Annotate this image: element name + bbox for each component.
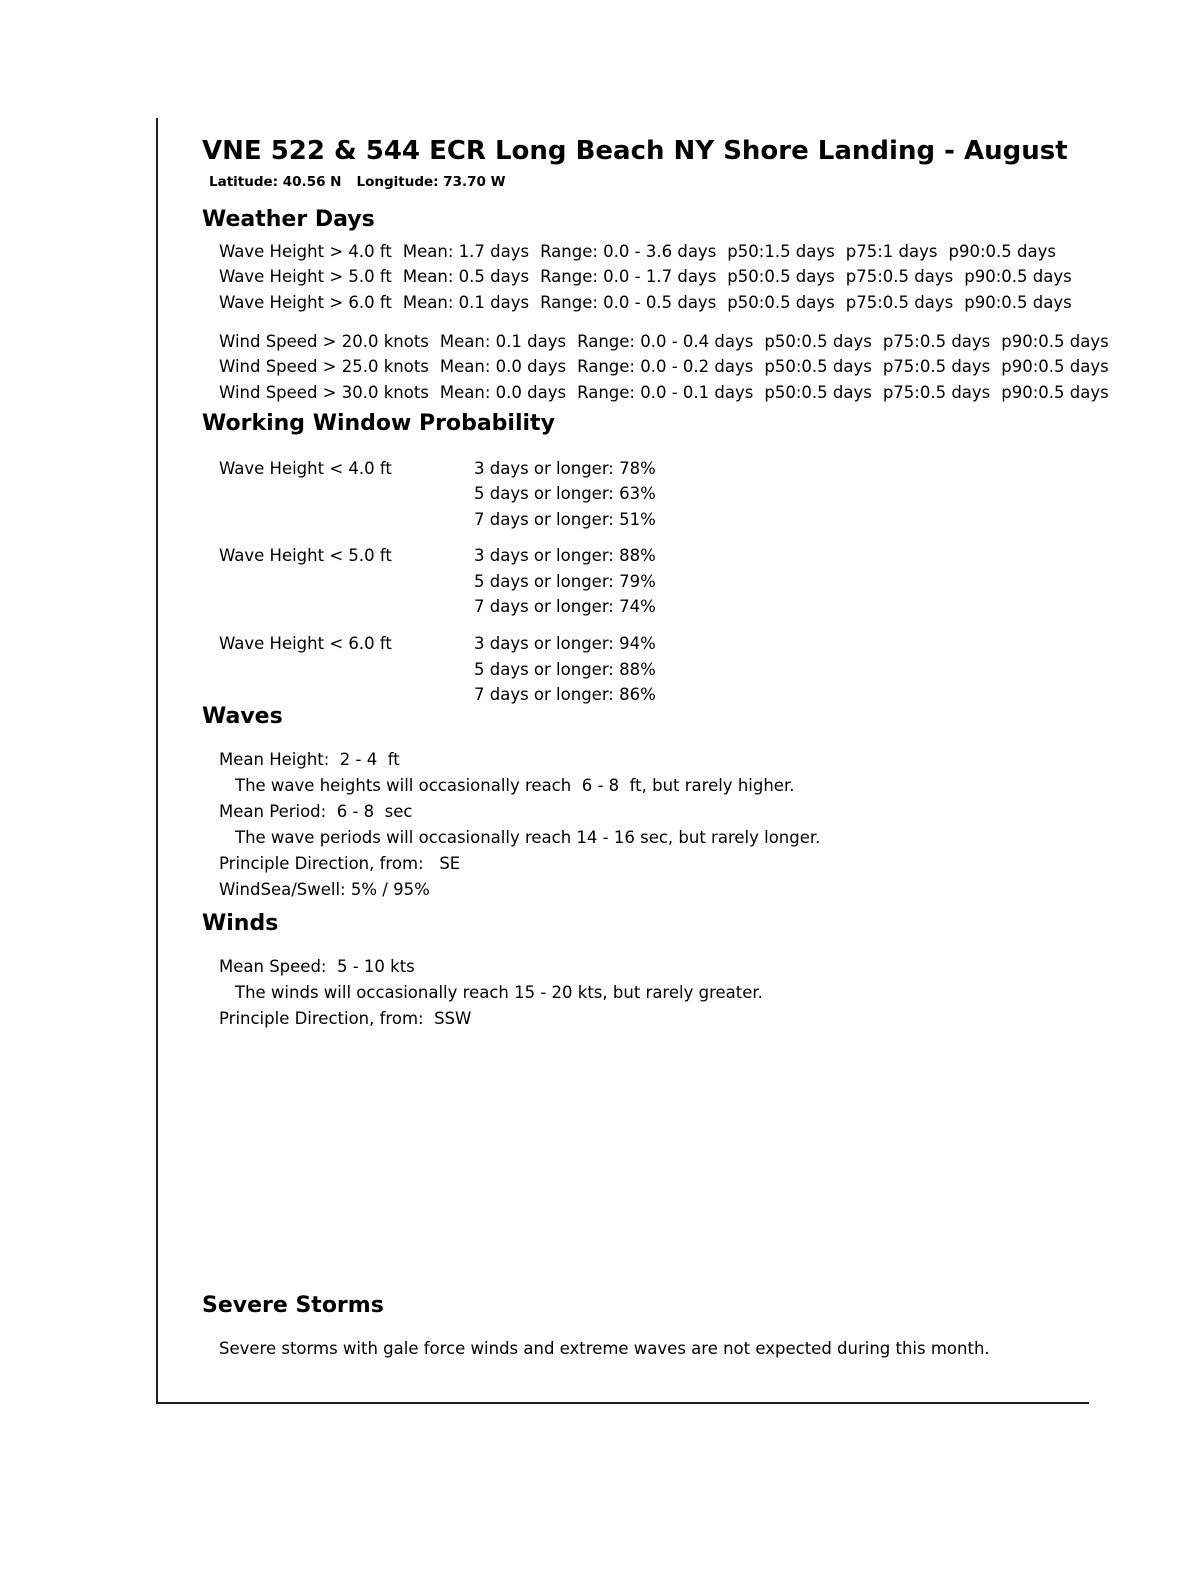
condition-label: Wind Speed > 30.0 knots: [219, 382, 429, 402]
mean-period-line: Mean Period: 6 - 8 sec: [219, 801, 413, 821]
p90-value: p90:0.5 days: [1001, 357, 1109, 376]
probability-values: [474, 456, 656, 533]
working-window-groups: [219, 456, 656, 708]
p50-value: p50:0.5 days: [727, 267, 835, 286]
p50-value: p50:0.5 days: [727, 292, 835, 312]
p75-value: p75:0.5 days: [882, 357, 991, 376]
mean-value: Mean: 0.1 days: [402, 292, 530, 312]
table-row: [219, 239, 1109, 265]
condition-label: Wave Height > 5.0 ft: [219, 267, 392, 286]
p90-value: p90:0.5 days: [948, 241, 1056, 261]
wind-speed-note: The winds will occasionally reach 15 - 20 kts, but rarely greater.: [235, 982, 763, 1002]
p90-value: p90:0.5 days: [1001, 331, 1109, 351]
severe-storms-details: [219, 1336, 990, 1362]
mean-speed-line: Mean Speed: 5 - 10 kts: [219, 956, 415, 976]
range-value: Range: 0.0 - 1.7 days: [540, 267, 717, 286]
probability-line: 3 days or longer: 94%: [474, 634, 656, 654]
range-value: Range: 0.0 - 0.2 days: [577, 357, 754, 376]
p50-value: p50:0.5 days: [764, 331, 872, 351]
mean-value: Mean: 1.7 days: [402, 241, 530, 261]
probability-line: 5 days or longer: 88%: [474, 659, 656, 679]
table-row: [219, 264, 1109, 290]
p90-value: p90:0.5 days: [1001, 382, 1109, 402]
probability-values: [474, 543, 656, 620]
p75-value: p75:0.5 days: [882, 382, 991, 402]
wind-speed-rows: [219, 329, 1109, 406]
winds-details: [219, 954, 763, 1032]
mean-value: Mean: 0.0 days: [439, 357, 567, 376]
section-weather-days: [202, 206, 1109, 405]
probability-line: 3 days or longer: 88%: [474, 546, 656, 566]
condition-label: Wave Height < 4.0 ft: [219, 458, 392, 478]
p90-value: p90:0.5 days: [964, 267, 1072, 286]
probability-line: 5 days or longer: 63%: [474, 484, 656, 504]
wave-direction-line: Principle Direction, from: SE: [219, 853, 461, 873]
severe-storms-heading: Severe Storms: [202, 1293, 384, 1318]
table-row: [219, 329, 1109, 355]
p50-value: p50:0.5 days: [764, 357, 872, 376]
p75-value: p75:1 days: [845, 241, 938, 261]
wave-period-note: The wave periods will occasionally reach 14 - 16 sec, but rarely longer.: [235, 827, 821, 847]
condition-label: Wave Height < 5.0 ft: [219, 546, 392, 566]
p75-value: p75:0.5 days: [845, 267, 954, 286]
p75-value: p75:0.5 days: [845, 292, 954, 312]
table-row: [219, 380, 1109, 406]
probability-line: 5 days or longer: 79%: [474, 571, 656, 591]
mean-height-line: Mean Height: 2 - 4 ft: [219, 749, 400, 769]
p50-value: p50:0.5 days: [764, 382, 872, 402]
range-value: Range: 0.0 - 0.4 days: [577, 331, 754, 351]
windsea-swell-line: WindSea/Swell: 5% / 95%: [219, 879, 430, 899]
section-waves: [202, 703, 820, 903]
condition-label: Wind Speed > 20.0 knots: [219, 331, 429, 351]
longitude-value: Longitude: 73.70 W: [356, 174, 506, 190]
mean-value: Mean: 0.1 days: [439, 331, 567, 351]
working-window-heading: Working Window Probability: [202, 411, 555, 436]
wind-direction-line: Principle Direction, from: SSW: [219, 1008, 472, 1028]
range-value: Range: 0.0 - 3.6 days: [540, 241, 717, 261]
winds-heading: Winds: [202, 911, 279, 936]
probability-line: 3 days or longer: 78%: [474, 458, 656, 478]
waves-heading: Waves: [202, 704, 283, 729]
condition-label: Wind Speed > 25.0 knots: [219, 357, 429, 376]
range-value: Range: 0.0 - 0.1 days: [577, 382, 754, 402]
probability-values: [474, 631, 656, 708]
working-window-group: [219, 456, 656, 533]
condition-label: Wave Height > 4.0 ft: [219, 241, 392, 261]
p75-value: p75:0.5 days: [882, 331, 991, 351]
table-row: [219, 354, 1109, 380]
condition-label: Wave Height > 6.0 ft: [219, 292, 392, 312]
working-window-group: [219, 631, 656, 708]
working-window-group: [219, 543, 656, 620]
table-row: [219, 290, 1109, 316]
waves-details: [219, 747, 820, 903]
probability-line: 7 days or longer: 74%: [474, 597, 656, 617]
mean-value: Mean: 0.5 days: [402, 267, 530, 286]
severe-storms-text: Severe storms with gale force winds and extreme waves are not expected during this month.: [219, 1338, 990, 1358]
p50-value: p50:1.5 days: [727, 241, 835, 261]
mean-value: Mean: 0.0 days: [439, 382, 567, 402]
weather-days-heading: Weather Days: [202, 207, 375, 232]
coordinates: [209, 174, 506, 190]
condition-label: Wave Height < 6.0 ft: [219, 634, 392, 654]
probability-line: 7 days or longer: 51%: [474, 509, 656, 529]
latitude-value: Latitude: 40.56 N: [209, 174, 342, 190]
probability-line: 7 days or longer: 86%: [474, 685, 656, 705]
weather-days-rows: [219, 239, 1109, 406]
section-winds: [202, 910, 763, 1032]
wave-height-note: The wave heights will occasionally reach 6 - 8 ft, but rarely higher.: [235, 775, 795, 795]
section-working-window: [202, 410, 656, 719]
page-title: VNE 522 & 544 ECR Long Beach NY Shore Landing - August: [202, 136, 1068, 166]
p90-value: p90:0.5 days: [964, 292, 1072, 312]
section-severe-storms: [202, 1292, 990, 1362]
range-value: Range: 0.0 - 0.5 days: [540, 292, 717, 312]
